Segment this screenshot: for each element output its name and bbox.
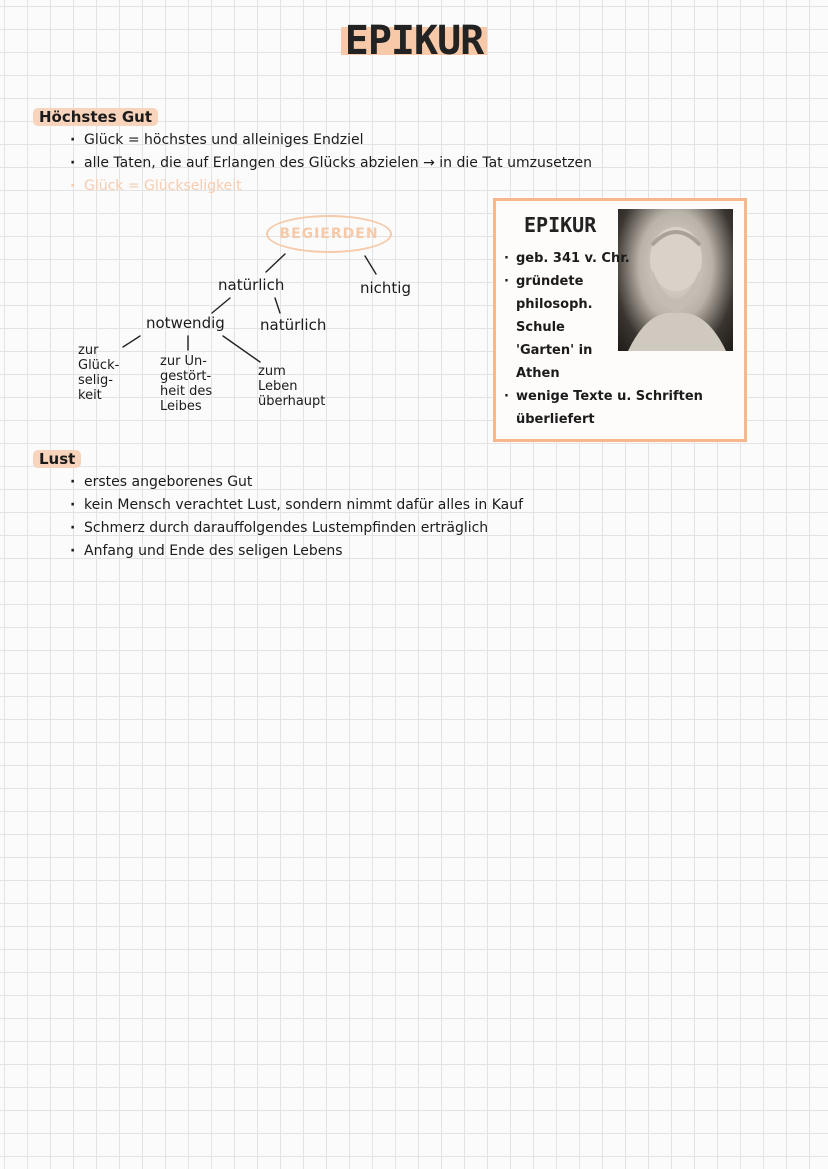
section-lust-list: [70, 471, 523, 563]
tree-node-nichtig: nichtig: [360, 279, 411, 297]
leaf-line: zur Un-: [160, 354, 207, 369]
list-item: · alle Taten, die auf Erlangen des Glücks abzielen → in die Tat umzusetzen: [70, 152, 592, 175]
info-line-text: Schule: [516, 320, 565, 335]
leaf-line: selig-: [78, 373, 113, 388]
connector-line: [223, 336, 260, 362]
info-box-list: [504, 247, 703, 431]
leaf-line: heit des: [160, 384, 213, 399]
info-line-text: philosoph.: [516, 297, 593, 312]
connector-line: [123, 336, 140, 347]
info-line-text: 'Garten' in: [516, 343, 593, 358]
leaf-line: überhaupt: [258, 394, 326, 409]
info-line: [504, 247, 703, 270]
info-line: [504, 316, 703, 339]
leaf-line: gestört-: [160, 369, 212, 384]
connector-line: [212, 298, 230, 313]
leaf-line: Glück-: [78, 358, 120, 373]
info-line-text: gründete: [516, 274, 584, 289]
tree-node-notwendig: notwendig: [146, 314, 225, 332]
bullet: ·: [504, 274, 509, 289]
leaf-line: zur: [78, 343, 99, 358]
info-line-text: Athen: [516, 366, 560, 381]
info-line: [504, 408, 703, 431]
connector-line: [275, 298, 280, 313]
page-title-text: EPIKUR: [341, 18, 488, 64]
info-box-title: EPIKUR: [524, 213, 597, 237]
tree-leaf-leben: [258, 364, 325, 409]
tree-node-natuerlich-2: natürlich: [260, 316, 327, 334]
info-line-text: geb. 341 v. Chr.: [516, 251, 630, 266]
leaf-line: keit: [78, 388, 102, 403]
bullet: ·: [504, 389, 509, 404]
info-line: [504, 385, 703, 408]
list-item: · Glück = Glückseligkeit: [70, 175, 592, 198]
info-line: [504, 362, 703, 385]
info-line: [504, 339, 703, 362]
list-item: · Glück = höchstes und alleiniges Endziel: [70, 129, 592, 152]
leaf-line: Leibes: [160, 399, 202, 414]
tree-leaf-glueckseligkeit: [78, 343, 119, 403]
info-line-text: wenige Texte u. Schriften: [516, 389, 703, 404]
connector-line: [266, 254, 285, 272]
info-line: [504, 270, 703, 293]
leaf-line: Leben: [258, 379, 298, 394]
tree-node-natuerlich: natürlich: [218, 276, 285, 294]
tree-root-begierden: BEGIERDEN: [266, 215, 392, 253]
info-box-epikur: [493, 198, 747, 442]
tree-leaf-ungestoertheit: [160, 354, 212, 414]
list-item: · Schmerz durch darauffolgendes Lustempfinden erträglich: [70, 517, 523, 540]
bullet: ·: [504, 251, 509, 266]
list-item: · erstes angeborenes Gut: [70, 471, 523, 494]
list-item: · kein Mensch verachtet Lust, sondern nimmt dafür alles in Kauf: [70, 494, 523, 517]
connector-line: [365, 256, 376, 274]
section-heading-hoechstes-gut: Höchstes Gut: [33, 108, 158, 126]
info-line: [504, 293, 703, 316]
list-item: · Anfang und Ende des seligen Lebens: [70, 540, 523, 563]
info-line-text: überliefert: [516, 412, 595, 427]
section-heading-lust: Lust: [33, 450, 81, 468]
leaf-line: zum: [258, 364, 286, 379]
